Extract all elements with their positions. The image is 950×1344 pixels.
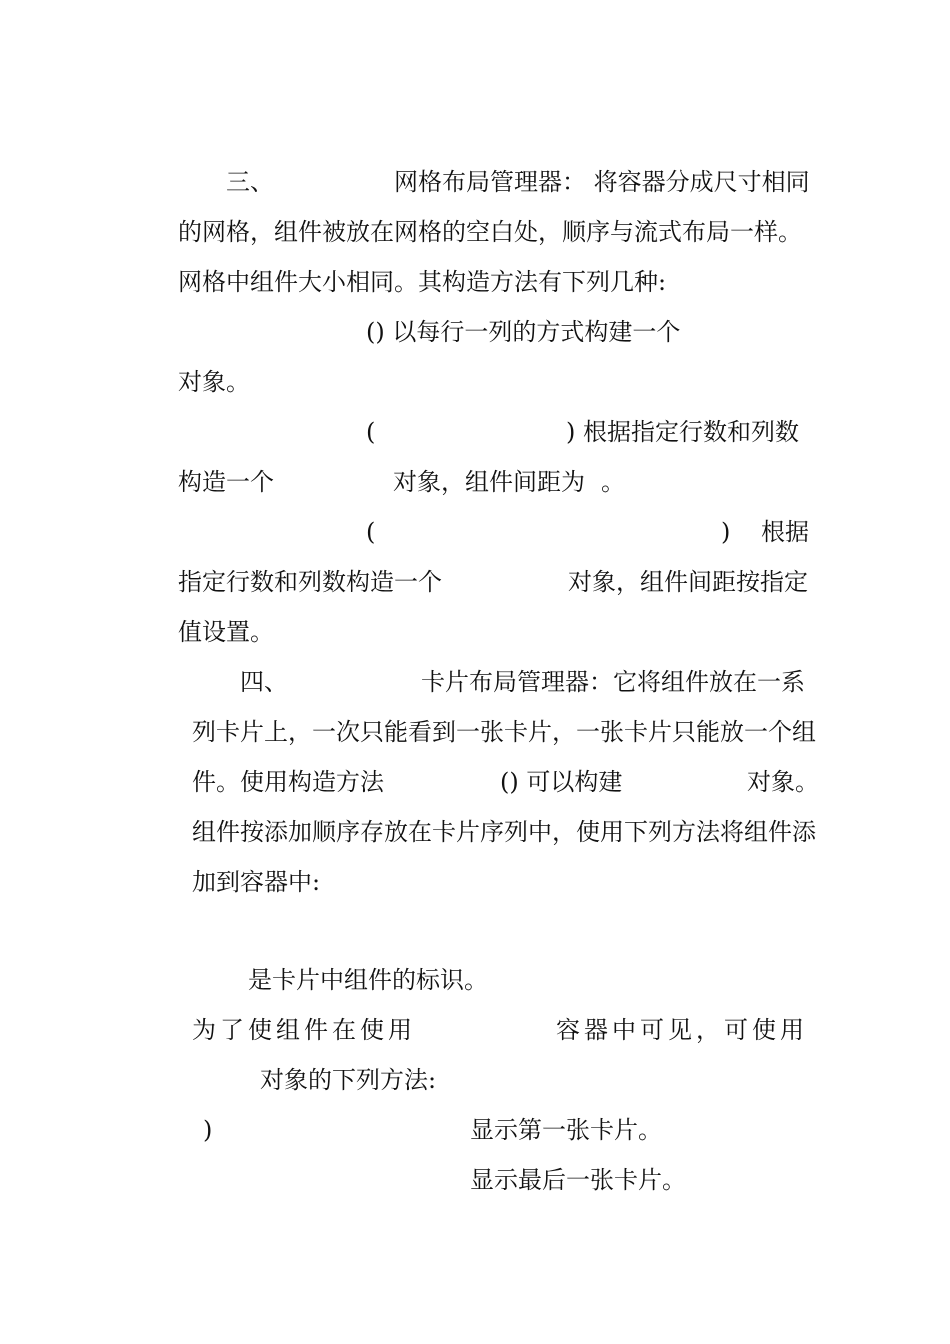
constructor2-mid: 对象，组件间距为 [393, 468, 585, 496]
visibility-line-c: 对象的下列方法: [260, 1066, 437, 1094]
section4-line2: 列卡片上，一次只能看到一张卡片，一张卡片只能放一个组 [192, 718, 816, 746]
constructor2-paren-open: ( [366, 418, 376, 446]
section4-line3b: () 可以构建 [500, 768, 623, 796]
constructor3-tail: 值设置。 [178, 618, 274, 646]
visibility-line-b: 容器中可见，可使用 [556, 1016, 808, 1044]
constructor1-object: 对象。 [178, 368, 250, 396]
card-id-note: 是卡片中组件的标识。 [248, 966, 488, 994]
constructor3-gen: 根据 [761, 518, 809, 546]
constructor2-paren-close: ) 根据指定行数和列数 [566, 418, 799, 446]
section4-number: 四、 [240, 668, 288, 696]
section4-heading: 卡片布局管理器：它将组件放在一系 [421, 668, 805, 696]
visibility-line-a: 为了使组件在使用 [192, 1016, 416, 1044]
section4-line3c: 对象。 [747, 768, 819, 796]
method1-desc: 显示第一张卡片。 [470, 1116, 662, 1144]
section3-line2: 的网格，组件被放在网格的空白处，顺序与流式布局一样。 [178, 218, 802, 246]
constructor3-right: 对象，组件间距按指定 [568, 568, 808, 596]
method1-paren: ) [203, 1116, 213, 1144]
section4-line4: 组件按添加顺序存放在卡片序列中，使用下列方法将组件添 [192, 818, 816, 846]
section3-number: 三、 [226, 168, 274, 196]
section3-line3: 网格中组件大小相同。其构造方法有下列几种: [178, 268, 667, 296]
constructor1-line: () 以每行一列的方式构建一个 [366, 318, 681, 346]
constructor3-paren-open: ( [366, 518, 376, 546]
section4-line5: 加到容器中: [192, 868, 321, 896]
section4-line3a: 件。使用构造方法 [192, 768, 384, 796]
constructor3-paren-close: ) [721, 518, 731, 546]
constructor3-left: 指定行数和列数构造一个 [178, 568, 442, 596]
constructor2-end: 。 [601, 468, 625, 496]
section3-heading: 网格布局管理器： 将容器分成尺寸相同 [394, 168, 810, 196]
constructor2-left: 构造一个 [178, 468, 274, 496]
method2-desc: 显示最后一张卡片。 [470, 1166, 686, 1194]
